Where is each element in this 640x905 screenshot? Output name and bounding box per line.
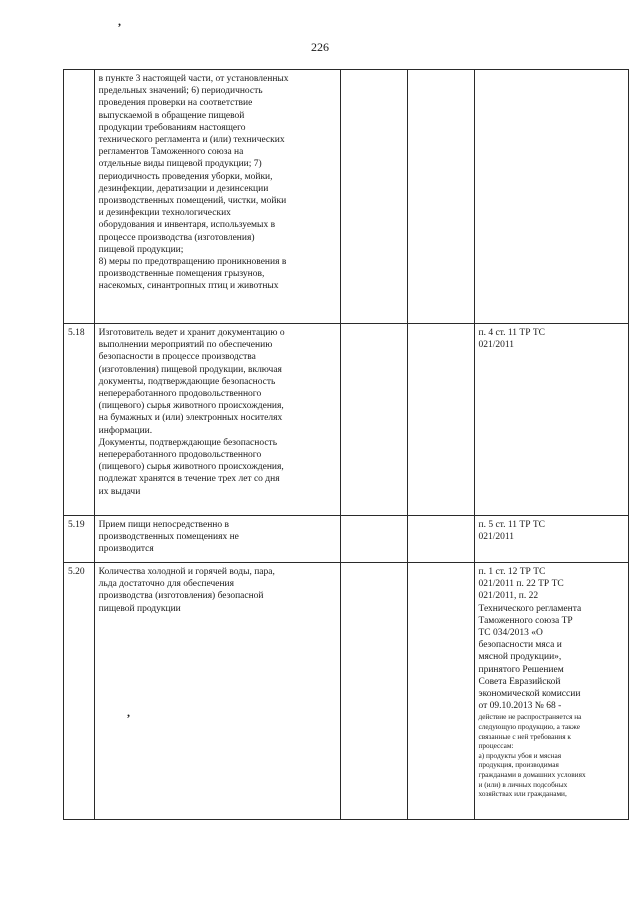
- empty-cell: [341, 563, 408, 820]
- text-line: Прием пищи непосредственно в: [98, 520, 229, 530]
- text-line: дезинфекции, дератизации и дезинсекции: [98, 183, 269, 194]
- text-line: Изготовитель ведет и хранит документацию о: [98, 328, 285, 338]
- reference-note: [479, 712, 625, 798]
- empty-cell: [341, 324, 408, 516]
- text-line: на бумажных и (или) электронных носителях: [98, 413, 283, 424]
- text-line: продукция, производимая: [478, 760, 559, 770]
- text-line: пищевой продукции: [98, 603, 181, 614]
- text-line: выпускаемой в обращение пищевой: [98, 110, 245, 121]
- text-line: хозяйствах или гражданами,: [478, 789, 567, 799]
- text-line: 021/2011: [478, 340, 515, 351]
- requirement-cell: [94, 70, 341, 324]
- table-row: [64, 516, 629, 563]
- text-line: подлежат хранятся в течение трех лет со дня: [98, 474, 280, 485]
- empty-cell: [407, 70, 474, 324]
- text-line: безопасности в процессе производства: [98, 352, 256, 363]
- text-line: регламентов Таможенного союза на: [98, 147, 244, 158]
- item-number-cell: 5.20: [64, 563, 95, 820]
- text-line: в пункте 3 настоящей части, от установленных: [98, 74, 289, 84]
- empty-cell: [341, 70, 408, 324]
- text-line: а) продукты убоя и мясная: [478, 750, 562, 760]
- text-line: от 09.10.2013 № 68 -: [478, 701, 562, 712]
- text-line: и дезинфекции технологических: [98, 208, 231, 219]
- table-row: [64, 563, 629, 820]
- requirement-cell: [94, 516, 341, 563]
- text-line: продукции требованиям настоящего: [98, 122, 246, 133]
- text-line: насекомых, синантропных птиц и животных: [98, 281, 279, 292]
- text-line: (пищевого) сырья животного происхождения,: [98, 462, 284, 473]
- text-line: производится: [98, 544, 154, 555]
- text-line: оборудования и инвентаря, используемых в: [98, 220, 276, 231]
- text-line: 021/2011 п. 22 ТР ТС: [478, 579, 564, 590]
- text-line: безопасности мяса и: [478, 640, 562, 651]
- empty-cell: [341, 516, 408, 563]
- requirements-table: [63, 69, 629, 820]
- reference-cell: [474, 324, 629, 516]
- text-line: непереработанного продовольственного: [98, 389, 262, 400]
- text-line: Документы, подтверждающие безопасность: [98, 437, 278, 448]
- text-line: связанные с ней требования к: [478, 731, 571, 741]
- text-line: производства (изготовления) безопасной: [98, 591, 264, 602]
- text-line: (изготовления) пищевой продукции, включая: [98, 364, 282, 375]
- text-line: принятого Решением: [478, 664, 564, 675]
- text-line: документы, подтверждающие безопасность: [98, 376, 276, 387]
- text-line: мясной продукции»,: [478, 652, 562, 663]
- text-line: производственных помещениях не: [98, 532, 239, 543]
- text-line: производственные помещения грызунов,: [98, 269, 265, 280]
- text-line: отдельные виды пищевой продукции; 7): [98, 159, 262, 170]
- reference-cell: [474, 563, 629, 820]
- text-line: п. 1 ст. 12 ТР ТС: [478, 567, 546, 577]
- empty-cell: [407, 516, 474, 563]
- text-line: процессам:: [478, 741, 514, 751]
- text-line: информации.: [98, 425, 153, 436]
- text-line: производственных помещений, чистки, мойки: [98, 196, 287, 207]
- item-number-cell: 5.19: [64, 516, 95, 563]
- empty-cell: [407, 324, 474, 516]
- text-line: 8) меры по предотвращению проникновения в: [98, 257, 287, 268]
- text-line: их выдачи: [98, 486, 141, 497]
- text-line: гражданами в домашних условиях: [478, 770, 586, 779]
- text-line: 021/2011, п. 22: [478, 591, 539, 602]
- empty-cell: [407, 563, 474, 820]
- text-line: предельных значений; 6) периодичность: [98, 86, 263, 97]
- text-line: и (или) в личных подсобных: [478, 779, 568, 789]
- page-number: 226: [311, 40, 329, 54]
- text-line: льда достаточно для обеспечения: [98, 579, 235, 590]
- text-line: периодичность проведения уборки, мойки,: [98, 171, 273, 182]
- text-line: 021/2011: [478, 532, 515, 543]
- reference-cell: [474, 70, 629, 324]
- text-line: выполнении мероприятий по обеспечению: [98, 340, 273, 351]
- table-row: [64, 324, 629, 516]
- reference-cell: [474, 516, 629, 563]
- text-line: непереработанного продовольственного: [98, 450, 262, 461]
- scan-mark: ,: [118, 14, 121, 28]
- text-line: Совета Евразийской: [478, 676, 561, 687]
- text-line: Технического регламента: [478, 603, 582, 614]
- text-line: процессе производства (изготовления): [98, 232, 255, 243]
- text-line: ТС 034/2013 «О: [478, 628, 543, 639]
- text-line: следующую продукцию, а также: [478, 722, 580, 732]
- text-line: действие не распространяется на: [478, 712, 582, 722]
- text-line: (пищевого) сырья животного происхождения,: [98, 401, 284, 412]
- table-row: [64, 70, 629, 324]
- requirement-cell: [94, 563, 341, 820]
- text-line: пищевой продукции;: [98, 244, 184, 255]
- text-line: экономической комиссии: [478, 689, 581, 700]
- text-line: технического регламента и (или) технических: [98, 135, 285, 146]
- item-number-cell: 5.18: [64, 324, 95, 516]
- text-line: п. 5 ст. 11 ТР ТС: [478, 520, 545, 530]
- scan-mark: ,: [127, 705, 130, 719]
- text-line: проведения проверки на соответствие: [98, 98, 253, 109]
- requirement-cell: [94, 324, 341, 516]
- text-line: п. 4 ст. 11 ТР ТС: [478, 328, 545, 338]
- text-line: Количества холодной и горячей воды, пара,: [98, 567, 275, 577]
- text-line: Таможенного союза ТР: [478, 615, 573, 626]
- reference-text: [479, 566, 625, 712]
- item-number-cell: [64, 70, 95, 324]
